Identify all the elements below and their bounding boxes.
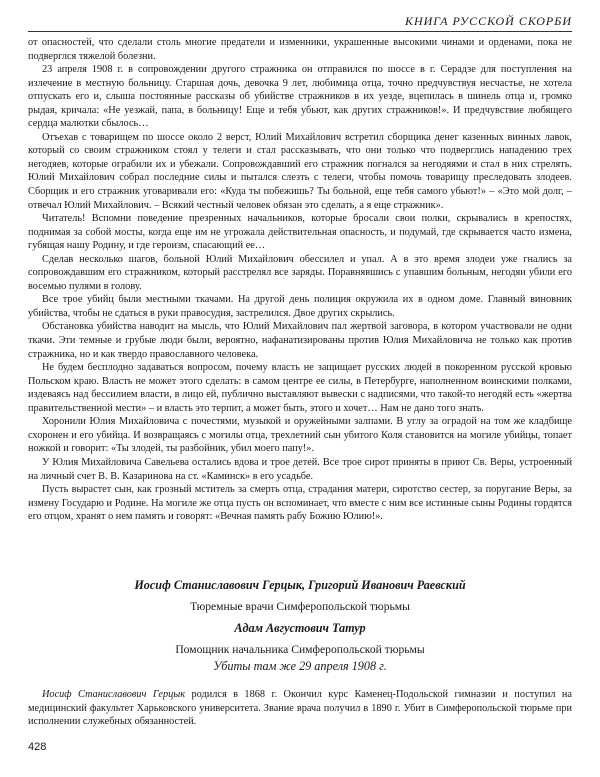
paragraph: Все трое убийц были местными ткачами. На другой день полиция окружила их в одном доме. Главный виновник убийства, чтобы не сдаться в руки правосудия, застрелился. Двое других скрылись.: [28, 294, 572, 319]
paragraph: Читатель! Вспомни поведение презренных начальников, которые бросали свои полки, скрывались в крепостях, поднимая за собой мосты, когда еще им не угрожала действительная опасность, и подумай, где скрывается часто измена, губящая нашу Родину, и где героизм, спасающий ее…: [28, 213, 572, 252]
section-names-heading: Иосиф Станиславович Герцык, Григорий Иванович Раевский: [134, 578, 466, 592]
section-name-heading: Адам Августович Татур: [234, 621, 366, 635]
paragraph: Хоронили Юлия Михайловича с почестями, музыкой и оружейными залпами. В углу за оградой на том же кладбище схоронен и его убийца. И возвращаясь с могилы отца, трехлетний сын убитого Коля становится на могиле убийцы, топает ножкой и говорит: «Ты злодей, ты разбойник, убил моего папу!».: [28, 416, 572, 455]
running-header: КНИГА РУССКОЙ СКОРБИ: [404, 14, 572, 28]
section-killed-date: Убиты там же 29 апреля 1908 г.: [213, 659, 387, 673]
section-role-assistant: Помощник начальника Симферопольской тюрьмы: [175, 643, 425, 656]
page-number: 428: [28, 741, 47, 753]
paragraph: Не будем бесплодно задаваться вопросом, почему власть не защищает русских людей в покоренном русской кровью Польском краю. Власть не может этого сделать: в самом центре ее силы, в Петербурге, наполненном воинскими полками, издеваясь над бессилием власти, в лицо ей, публично выставляют вывески с надписями, что такой-то негодяй есть «жертва правительственной мести» – и власть это терпит, а может быть, этого и хочет… Нам не дано того знать.: [28, 362, 572, 414]
biography-name: Иосиф Станиславович Герцык: [42, 689, 186, 700]
paragraph: Отъехав с товарищем по шоссе около 2 верст, Юлий Михайлович встретил сборщика денег казенных винных лавок, который со своим стражником стоял у телеги и стал рассказывать, что они только что подверглись нападению трех негодяев, которые ограбили их и убежали. Сопровождавший его стражник погнался за негодяями и стал в них стрелять. Юлий Михайлович собрал последние силы и пытался слезть с телеги, чтобы помочь товарищу преследовать злодеев. Сборщик и его стражник уговаривали его: «Куда ты побежишь? Ты больной, еще тебя самого убьют!» – «Это мой долг, – отвечал Юлий Михайлович. – Всякий честный человек обязан это сделать, а я еще стражник».: [28, 131, 572, 211]
paragraph: У Юлия Михайловича Савельева остались вдова и трое детей. Все трое сирот приняты в приют Св. Веры, устроенный на личный счет В. В. Казаринова на ст. «Каминск» в его усадьбе.: [28, 456, 572, 482]
paragraph: от опасностей, что сделали столь многие предатели и изменники, украшенные высокими чинами и орденами, пока не подверглся тяжелой болезни.: [28, 37, 572, 62]
biography-text: родился в 1868 г. Окончил курс Каменец-Подольской гимназии и поступил на медицинский факультет Харьковского университета. Звание врача получил в 1890 г. Убит в Симферопольской тюрьме при исполнении служебных обязанностей.: [28, 689, 572, 728]
main-text: [28, 36, 572, 524]
paragraph: Обстановка убийства наводит на мысль, что Юлий Михайлович пал жертвой заговора, в котором участвовали не одни ткачи. Эти темные и грубые люди были, вероятно, нафанатизированы против Юлия Михайловича не только как против стражника, но и как твердо православного человека.: [28, 321, 572, 360]
paragraph: Пусть вырастет сын, как грозный мститель за смерть отца, страдания матери, сиротство сестер, за поругание Веры, за измену Государю и Родине. На могиле же отца пусть он вспоминает, что вместе с ним все истинные сыны Родины гордятся его отцом, хранят о нем память и говорят: «Вечная память рабу Божию Юлию!».: [28, 484, 572, 523]
biography-paragraph: [28, 688, 572, 729]
section-role-doctors: Тюремные врачи Симферопольской тюрьмы: [190, 600, 410, 613]
paragraph: 23 апреля 1908 г. в сопровождении другого стражника он отправился по шоссе в г. Серадзе для поступления на излечение в местную больницу. Старшая дочь, девочка 9 лет, любимица отца, точно предчувствуя несчастье, не хотела отпускать его и, слыша постоянные рассказы об убийстве стражников в их уезде, вцепилась в шинель отца и, громко рыдая, кричала: «Не уезжай, папа, в больницу! Еще и тебя убьют, как других стражников!». И предчувствие любящего сердца малютки сбылось…: [28, 64, 572, 130]
header-divider: [28, 31, 572, 32]
paragraph: Сделав несколько шагов, больной Юлий Михайлович обессилел и упал. А в это время злодеи уже гнались за сопровождавшим его стражником, который расстрелял все заряды. Поравнявшись с упавшим больным, негодяи убили его восемью пулями в голову.: [28, 253, 572, 292]
